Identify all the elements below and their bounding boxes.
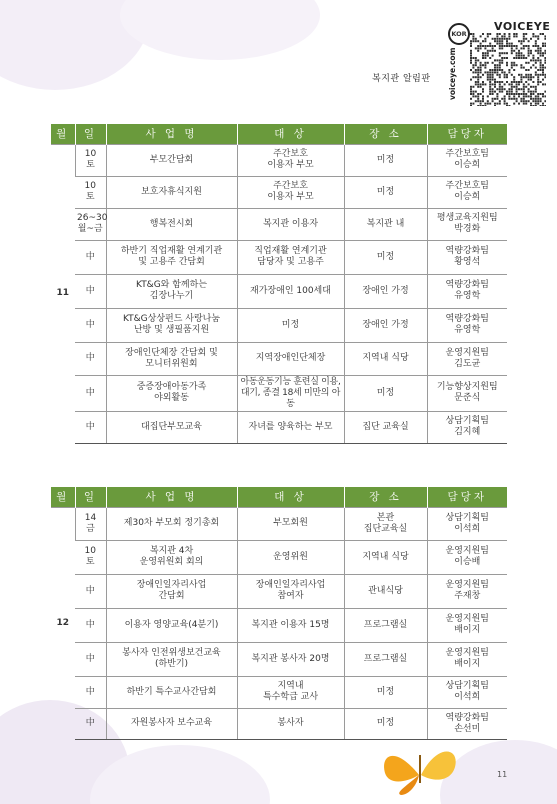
- date-cell-line: 10: [84, 546, 96, 556]
- col-month: 월: [51, 124, 75, 144]
- target-cell-line: 직업재활 연계기관: [254, 246, 327, 256]
- date-cell-line: 中: [85, 353, 95, 363]
- staff-cell-line: 김지혜: [454, 427, 481, 437]
- place-cell-line: 지역내 식당: [362, 551, 409, 562]
- date-cell-line: 中: [85, 686, 95, 697]
- date-cell: [75, 574, 106, 608]
- target-cell-line: 미정: [281, 319, 300, 330]
- target-cell: [237, 308, 344, 342]
- col-place: 장 소: [344, 124, 427, 144]
- col-program: 사 업 명: [106, 124, 237, 144]
- program-cell-line: 복지관 4차: [149, 546, 194, 556]
- target-cell-line: 운영위원: [273, 551, 308, 562]
- table-row: [51, 274, 507, 308]
- decorative-blob-top: [120, 0, 320, 60]
- place-cell-line: 집단교육실: [363, 523, 408, 534]
- date-cell-line: 中: [85, 387, 95, 398]
- table-row: [51, 574, 507, 608]
- staff-cell: [427, 308, 507, 342]
- program-cell: [106, 540, 237, 574]
- staff-cell-line: 이승배: [454, 557, 481, 567]
- date-cell: [75, 342, 106, 375]
- date-cell-line: 금: [86, 523, 95, 534]
- table-header-row: [51, 487, 507, 507]
- target-cell-line: 담당자 및 고용주: [257, 257, 324, 267]
- staff-cell: [427, 375, 507, 411]
- staff-cell-line: 주간보호팀: [445, 149, 489, 159]
- staff-cell-line: 황영석: [454, 257, 481, 267]
- program-cell-line: 하반기 직업재활 연계기관: [120, 246, 223, 256]
- date-cell-line: 10: [84, 149, 97, 159]
- date-cell: [75, 176, 106, 208]
- table-row: [51, 240, 507, 274]
- program-cell: [106, 574, 237, 608]
- staff-cell-line: 기능향상지원팀: [436, 382, 498, 392]
- program-cell-line: 중증장애아동가족: [136, 382, 207, 392]
- place-cell-line: 본관: [376, 512, 395, 523]
- date-cell-line: 中: [85, 653, 95, 664]
- program-cell: [106, 176, 237, 208]
- date-cell-line: 中: [85, 718, 95, 728]
- place-cell: [344, 411, 427, 443]
- staff-cell-line: 운영지원팀: [445, 546, 489, 556]
- program-cell-line: 운영위원회 회의: [139, 557, 204, 567]
- program-cell-line: KT&G상상펀드 사랑나눔: [122, 314, 221, 324]
- table-header-row: [51, 124, 507, 144]
- program-cell: [106, 507, 237, 540]
- date-cell: [75, 208, 106, 240]
- staff-cell-line: 유영학: [454, 291, 481, 301]
- date-cell-line: 10: [84, 181, 96, 191]
- place-cell-line: 복지관 내: [366, 218, 405, 229]
- target-cell: [237, 176, 344, 208]
- staff-cell: [427, 642, 507, 676]
- col-place: 장 소: [344, 487, 427, 507]
- staff-cell-line: 이석희: [454, 523, 481, 534]
- staff-cell-line: 평생교육지원팀: [436, 213, 498, 223]
- schedule-table-november: [51, 124, 507, 444]
- schedule-table-december: [51, 487, 507, 740]
- place-cell: [344, 608, 427, 642]
- staff-cell: [427, 676, 507, 708]
- date-cell: [75, 708, 106, 739]
- target-cell-line: 지역내: [277, 681, 304, 691]
- target-cell-line: 이용자 부모: [267, 192, 314, 202]
- place-cell-line: 집단 교육실: [362, 421, 409, 432]
- date-cell: [75, 676, 106, 708]
- staff-cell-line: 역량강화팀: [445, 314, 489, 324]
- place-cell-line: 미정: [376, 186, 395, 197]
- date-cell-line: 中: [85, 285, 95, 296]
- col-staff: 담당자: [427, 487, 507, 507]
- target-cell: [237, 540, 344, 574]
- target-cell-line: 장애인일자리사업: [255, 580, 326, 590]
- program-cell: [106, 708, 237, 739]
- date-cell-line: 토: [86, 160, 95, 170]
- program-cell: [106, 240, 237, 274]
- date-cell: [75, 608, 106, 642]
- table-row: [51, 308, 507, 342]
- staff-cell-line: 운영지원팀: [445, 347, 489, 358]
- table-row: [51, 708, 507, 739]
- program-cell: [106, 676, 237, 708]
- program-cell-line: 장애인일자리사업: [136, 580, 207, 590]
- staff-cell-line: 이승희: [454, 192, 481, 202]
- place-cell-line: 프로그램실: [363, 653, 408, 664]
- table-row: [51, 144, 507, 176]
- staff-cell-line: 상담기획팀: [445, 681, 489, 691]
- staff-cell-line: 이석희: [454, 692, 481, 702]
- program-cell-line: 김장나누기: [149, 291, 194, 301]
- staff-cell-line: 유영학: [454, 325, 481, 335]
- place-cell-line: 프로그램실: [363, 619, 408, 630]
- program-cell: [106, 308, 237, 342]
- target-cell-line: 참여자: [277, 591, 304, 601]
- col-day: 일: [75, 124, 106, 144]
- staff-cell-line: 문준식: [454, 393, 481, 403]
- staff-cell: [427, 411, 507, 443]
- staff-cell-line: 역량강화팀: [445, 246, 489, 256]
- place-cell-line: 미정: [376, 251, 395, 262]
- place-cell: [344, 574, 427, 608]
- target-cell: [237, 375, 344, 411]
- date-cell-line: 中: [85, 251, 95, 262]
- staff-cell-line: 배이지: [454, 659, 481, 669]
- table-row: [51, 540, 507, 574]
- place-cell: [344, 274, 427, 308]
- target-cell: [237, 507, 344, 540]
- program-cell: [106, 208, 237, 240]
- col-target: 대 상: [237, 487, 344, 507]
- staff-cell-line: 상담기획팀: [445, 416, 489, 426]
- col-program: 사 업 명: [106, 487, 237, 507]
- target-cell: [237, 574, 344, 608]
- program-cell-line: 간담회: [158, 591, 185, 601]
- place-cell-line: 지역내 식당: [362, 353, 409, 363]
- staff-cell: [427, 240, 507, 274]
- month-cell: 12: [51, 507, 75, 739]
- date-cell: [75, 274, 106, 308]
- date-cell: [75, 240, 106, 274]
- staff-cell-line: 역량강화팀: [445, 712, 489, 723]
- target-cell-line: 이용자 부모: [267, 160, 314, 170]
- date-cell-line: 월~금: [77, 224, 103, 234]
- target-cell-line: 주간보호: [273, 181, 308, 191]
- program-cell-line: 대집단부모교육: [141, 421, 202, 432]
- target-cell-line: 봉사자: [277, 718, 304, 728]
- staff-cell-line: 상담기획팀: [445, 512, 489, 523]
- place-cell: [344, 676, 427, 708]
- table-row: [51, 642, 507, 676]
- page-number: 11: [497, 770, 508, 779]
- target-cell: [237, 144, 344, 176]
- program-cell-line: 모니터위원회: [145, 358, 198, 369]
- program-cell-line: 부모간담회: [149, 154, 194, 165]
- target-cell-line: 자녀를 양육하는 부모: [248, 421, 333, 432]
- target-cell: [237, 411, 344, 443]
- place-cell-line: 관내식당: [368, 585, 403, 596]
- place-cell: [344, 375, 427, 411]
- date-cell-line: 토: [85, 192, 95, 202]
- staff-cell-line: 주재창: [454, 591, 481, 601]
- date-cell-line: 中: [85, 619, 95, 630]
- table-row: [51, 342, 507, 375]
- place-cell: [344, 342, 427, 375]
- place-cell-line: 미정: [376, 387, 395, 398]
- program-cell-line: 및 고용주 간담회: [138, 257, 205, 267]
- place-cell: [344, 308, 427, 342]
- date-cell-line: 14: [84, 512, 97, 523]
- staff-cell: [427, 708, 507, 739]
- program-cell: [106, 144, 237, 176]
- program-cell-line: 장애인단체장 간담회 및: [125, 347, 218, 358]
- target-cell-line: 지역장애인단체장: [255, 353, 326, 363]
- staff-cell-line: 김도균: [454, 358, 481, 369]
- staff-cell: [427, 507, 507, 540]
- staff-cell: [427, 144, 507, 176]
- target-cell-line: 복지관 봉사자 20명: [251, 653, 330, 664]
- date-cell-line: 26~30: [77, 213, 108, 223]
- place-cell: [344, 176, 427, 208]
- target-cell: [237, 608, 344, 642]
- program-cell-line: 야외활동: [154, 393, 189, 403]
- program-cell-line: 하반기 특수교사간담회: [126, 686, 217, 697]
- program-cell-line: 이용자 영양교육(4분기): [124, 619, 219, 630]
- staff-cell-line: 이승희: [454, 160, 481, 170]
- place-cell-line: 장애인 가정: [362, 319, 409, 330]
- date-cell-line: 中: [85, 319, 95, 330]
- program-cell-line: 봉사자 인전위생보건교육: [122, 648, 221, 658]
- date-cell-line: 中: [85, 585, 95, 596]
- staff-cell: [427, 608, 507, 642]
- staff-cell-line: 운영지원팀: [445, 580, 489, 590]
- staff-cell: [427, 342, 507, 375]
- program-cell-line: 보호자휴식지원: [141, 186, 202, 197]
- target-cell: [237, 208, 344, 240]
- col-day: 일: [75, 487, 106, 507]
- table-row: [51, 176, 507, 208]
- staff-cell-line: 손선미: [454, 723, 481, 734]
- place-cell-line: 미정: [376, 686, 395, 697]
- month-cell: 11: [51, 144, 75, 443]
- date-cell: [75, 540, 106, 574]
- date-cell: [75, 375, 106, 411]
- date-cell: [75, 507, 106, 540]
- program-cell: [106, 642, 237, 676]
- target-cell-line: 특수학급 교사: [262, 692, 319, 702]
- program-cell: [106, 375, 237, 411]
- voiceye-wordmark: VOICEYE: [494, 20, 551, 33]
- butterfly-icon: [375, 735, 465, 795]
- target-cell-line: 복지관 이용자: [262, 218, 319, 229]
- program-cell-line: KT&G와 함께하는: [135, 280, 208, 290]
- target-cell: [237, 708, 344, 739]
- target-cell-line: 주간보호: [273, 149, 308, 159]
- target-cell: [237, 274, 344, 308]
- target-cell-line: 아동운동기능 훈련실 이용,: [240, 376, 341, 387]
- staff-cell-line: 운영지원팀: [445, 614, 489, 624]
- table-row: [51, 608, 507, 642]
- qr-code-icon: [470, 33, 546, 106]
- kor-badge: KOR: [448, 23, 470, 45]
- place-cell: [344, 240, 427, 274]
- staff-cell-line: 박경화: [454, 224, 481, 234]
- table-row: [51, 507, 507, 540]
- date-cell-line: 토: [85, 557, 95, 567]
- staff-cell: [427, 274, 507, 308]
- program-cell-line: (하반기): [154, 659, 189, 669]
- date-cell: [75, 411, 106, 443]
- place-cell-line: 미정: [376, 154, 395, 165]
- staff-cell-line: 주간보호팀: [445, 181, 489, 191]
- place-cell: [344, 208, 427, 240]
- place-cell-line: 장애인 가정: [362, 285, 409, 296]
- target-cell: [237, 240, 344, 274]
- staff-cell: [427, 208, 507, 240]
- target-cell-line: 복지관 이용자 15명: [251, 619, 330, 630]
- voiceye-url: voiceye.com: [448, 47, 457, 100]
- col-staff: 담당자: [427, 124, 507, 144]
- place-cell: [344, 642, 427, 676]
- staff-cell-line: 운영지원팀: [445, 648, 489, 658]
- staff-cell-line: 역량강화팀: [445, 280, 489, 290]
- table-row: [51, 208, 507, 240]
- target-cell-line: 부모회원: [273, 518, 308, 528]
- program-cell-line: 행복전시회: [149, 218, 194, 229]
- target-cell: [237, 676, 344, 708]
- staff-cell-line: 배이지: [454, 625, 481, 635]
- date-cell-line: 中: [85, 421, 95, 432]
- table-row: [51, 375, 507, 411]
- program-cell-line: 제30차 부모회 정기총회: [123, 518, 220, 528]
- col-target: 대 상: [237, 124, 344, 144]
- program-cell: [106, 274, 237, 308]
- table-row: [51, 676, 507, 708]
- target-cell: [237, 342, 344, 375]
- date-cell: [75, 308, 106, 342]
- program-cell: [106, 608, 237, 642]
- place-cell: [344, 708, 427, 739]
- target-cell-line: 재가장애인 100세대: [250, 285, 331, 296]
- page-title: 복지관 알림판: [372, 74, 431, 84]
- program-cell-line: 난방 및 생필품지원: [133, 325, 210, 335]
- table-row: [51, 411, 507, 443]
- staff-cell: [427, 176, 507, 208]
- place-cell: [344, 507, 427, 540]
- program-cell-line: 자원봉사자 보수교육: [130, 718, 213, 728]
- place-cell: [344, 540, 427, 574]
- date-cell: [75, 144, 106, 176]
- staff-cell: [427, 540, 507, 574]
- place-cell-line: 미정: [376, 718, 395, 728]
- program-cell: [106, 342, 237, 375]
- program-cell: [106, 411, 237, 443]
- place-cell: [344, 144, 427, 176]
- target-cell: [237, 642, 344, 676]
- col-month: 월: [51, 487, 75, 507]
- staff-cell: [427, 574, 507, 608]
- target-cell-line: 대기, 종결 18세 미만의 아동: [240, 387, 341, 409]
- date-cell: [75, 642, 106, 676]
